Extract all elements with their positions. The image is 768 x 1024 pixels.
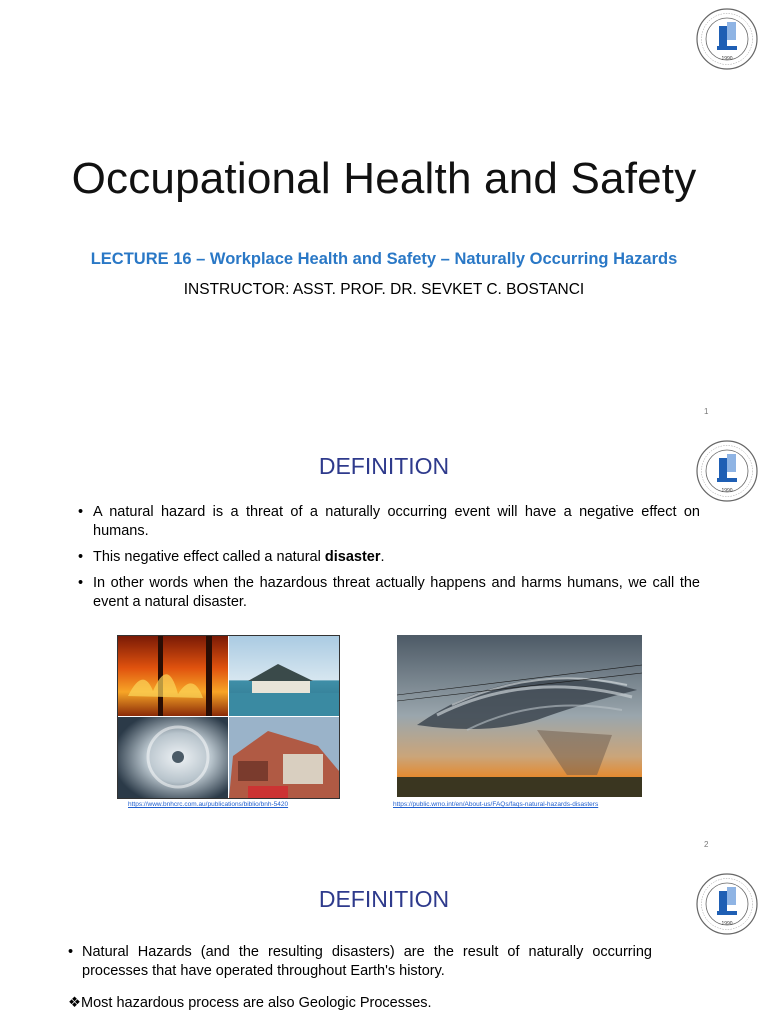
slide-heading: DEFINITION bbox=[318, 886, 450, 912]
image-source-link[interactable]: https://public.wmo.int/en/About-us/FAQs/faqs-natural-hazards-disasters bbox=[393, 801, 599, 808]
svg-text:1990: 1990 bbox=[721, 488, 733, 494]
slide-2 bbox=[0, 425, 768, 858]
page-number: 2 bbox=[704, 840, 709, 849]
slide-heading: DEFINITION bbox=[318, 453, 450, 479]
definition-bullets bbox=[78, 503, 700, 619]
bullet-item: • A natural hazard is a threat of a naturally occurring event will have a negative effect on humans. bbox=[78, 504, 700, 539]
lecture-subtitle: LECTURE 16 – Workplace Health and Safety – Naturally Occurring Hazards bbox=[90, 250, 678, 268]
page-number: 1 bbox=[704, 407, 709, 416]
bullet-dot-icon: • bbox=[78, 549, 84, 565]
university-logo-icon bbox=[696, 8, 758, 70]
natural-disasters-collage-image bbox=[117, 635, 340, 799]
bullet-dot-icon: • bbox=[78, 504, 84, 520]
bullet-item: • This negative effect called a natural disaster. bbox=[78, 549, 385, 565]
bullet-item: ❖Most hazardous process are also Geologic Processes. bbox=[68, 995, 432, 1011]
instructor-name: INSTRUCTOR: ASST. PROF. DR. SEVKET C. BOSTANCI bbox=[183, 281, 585, 298]
svg-text:1990: 1990 bbox=[721, 921, 733, 927]
bullet-dot-icon: • bbox=[78, 575, 84, 591]
slide-1 bbox=[0, 0, 768, 425]
bullet-item: • In other words when the hazardous threat actually happens and harms humans, we call the event a natural disaster. bbox=[78, 575, 700, 610]
presentation-title: Occupational Health and Safety bbox=[71, 154, 697, 203]
bullet-dot-icon: • bbox=[68, 944, 74, 960]
bold-term: disaster bbox=[324, 549, 381, 565]
diamond-bullet-icon: ❖ bbox=[68, 995, 81, 1011]
bullet-item: • Natural Hazards (and the resulting disasters) are the result of naturally occurring processes that have operated throughout Earth's history. bbox=[68, 944, 652, 979]
slide-3 bbox=[0, 858, 768, 1024]
supercell-storm-image bbox=[397, 635, 642, 797]
image-source-link[interactable]: https://www.bnhcrc.com.au/publications/biblio/bnh-5420 bbox=[128, 801, 289, 808]
svg-text:1990: 1990 bbox=[721, 56, 733, 62]
